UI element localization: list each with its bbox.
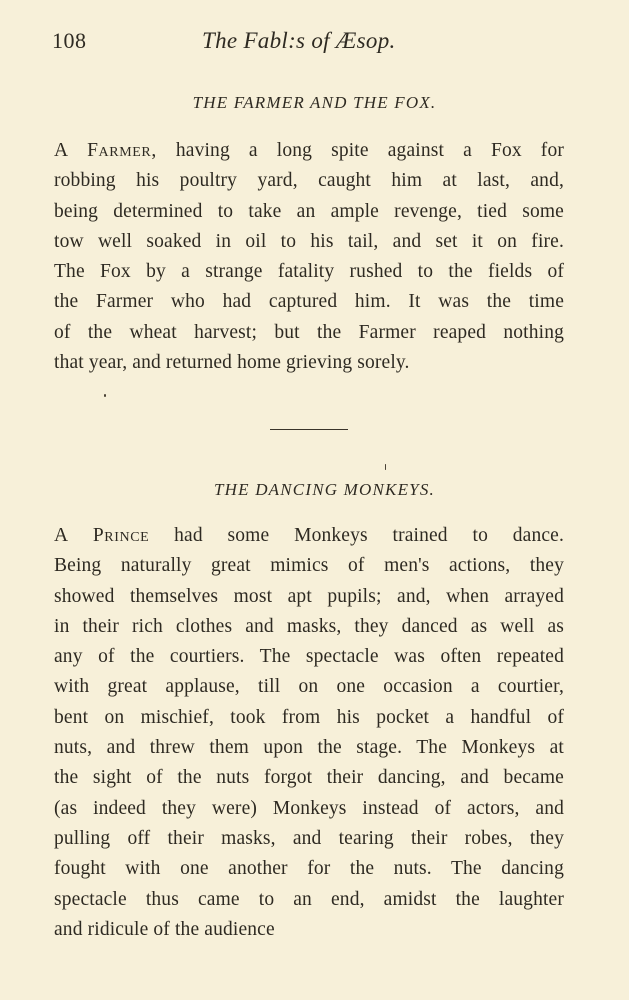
text-line: of the wheat harvest; but the Farmer reaped nothing [54, 321, 564, 343]
text-line: and ridicule of the audience [54, 918, 275, 940]
print-speck [385, 464, 386, 470]
section-divider [270, 429, 348, 430]
fable-title-dancing-monkeys: THE DANCING MONKEYS. [214, 480, 435, 499]
text-line: nuts, and threw them upon the stage. The Monkeys at [54, 737, 564, 759]
text-line: that year, and returned home grieving sorely. [54, 352, 410, 374]
text-line: A Farmer, having a long spite against a Fox for [54, 140, 564, 161]
text-line: pulling off their masks, and tearing their robes, they [54, 827, 564, 849]
book-title: The Fabl:s of Æsop. [202, 28, 396, 53]
text-line: tow well soaked in oil to his tail, and set it on fire. [54, 230, 564, 252]
running-head [52, 28, 572, 58]
text-line: bent on mischief, took from his pocket a handful of [54, 706, 564, 728]
fable-body-farmer-and-fox [54, 136, 564, 378]
text-line: robbing his poultry yard, caught him at last, and, [54, 170, 564, 192]
text-line: The Fox by a strange fatality rushed to the fields of [54, 261, 564, 283]
text-line: spectacle thus came to an end, amidst the laughter [54, 888, 564, 910]
text-line: in their rich clothes and masks, they danced as well as [54, 615, 564, 637]
text-line: the sight of the nuts forgot their dancing, and became [54, 767, 564, 789]
fable-title-farmer-and-fox: THE FARMER AND THE FOX. [192, 93, 437, 112]
text-line: the Farmer who had captured him. It was the time [54, 291, 564, 313]
text-line: being determined to take an ample revenge, tied some [54, 200, 564, 222]
text-line: A Prince had some Monkeys trained to dance. [54, 525, 565, 546]
fable-body-dancing-monkeys [54, 521, 564, 945]
text-line: with great applause, till on one occasion a courtier, [54, 676, 564, 698]
text-line: Being naturally great mimics of men's actions, they [54, 555, 564, 577]
text-line: fought with one another for the nuts. The dancing [54, 858, 564, 880]
page-number: 108 [52, 28, 87, 53]
print-speck [104, 394, 106, 397]
text-line: showed themselves most apt pupils; and, when arrayed [54, 585, 564, 607]
text-line: any of the courtiers. The spectacle was often repeated [54, 646, 564, 668]
lead-word: A Prince [54, 525, 150, 546]
lead-word: A Farmer, [54, 140, 157, 161]
text-line: (as indeed they were) Monkeys instead of actors, and [54, 797, 564, 819]
